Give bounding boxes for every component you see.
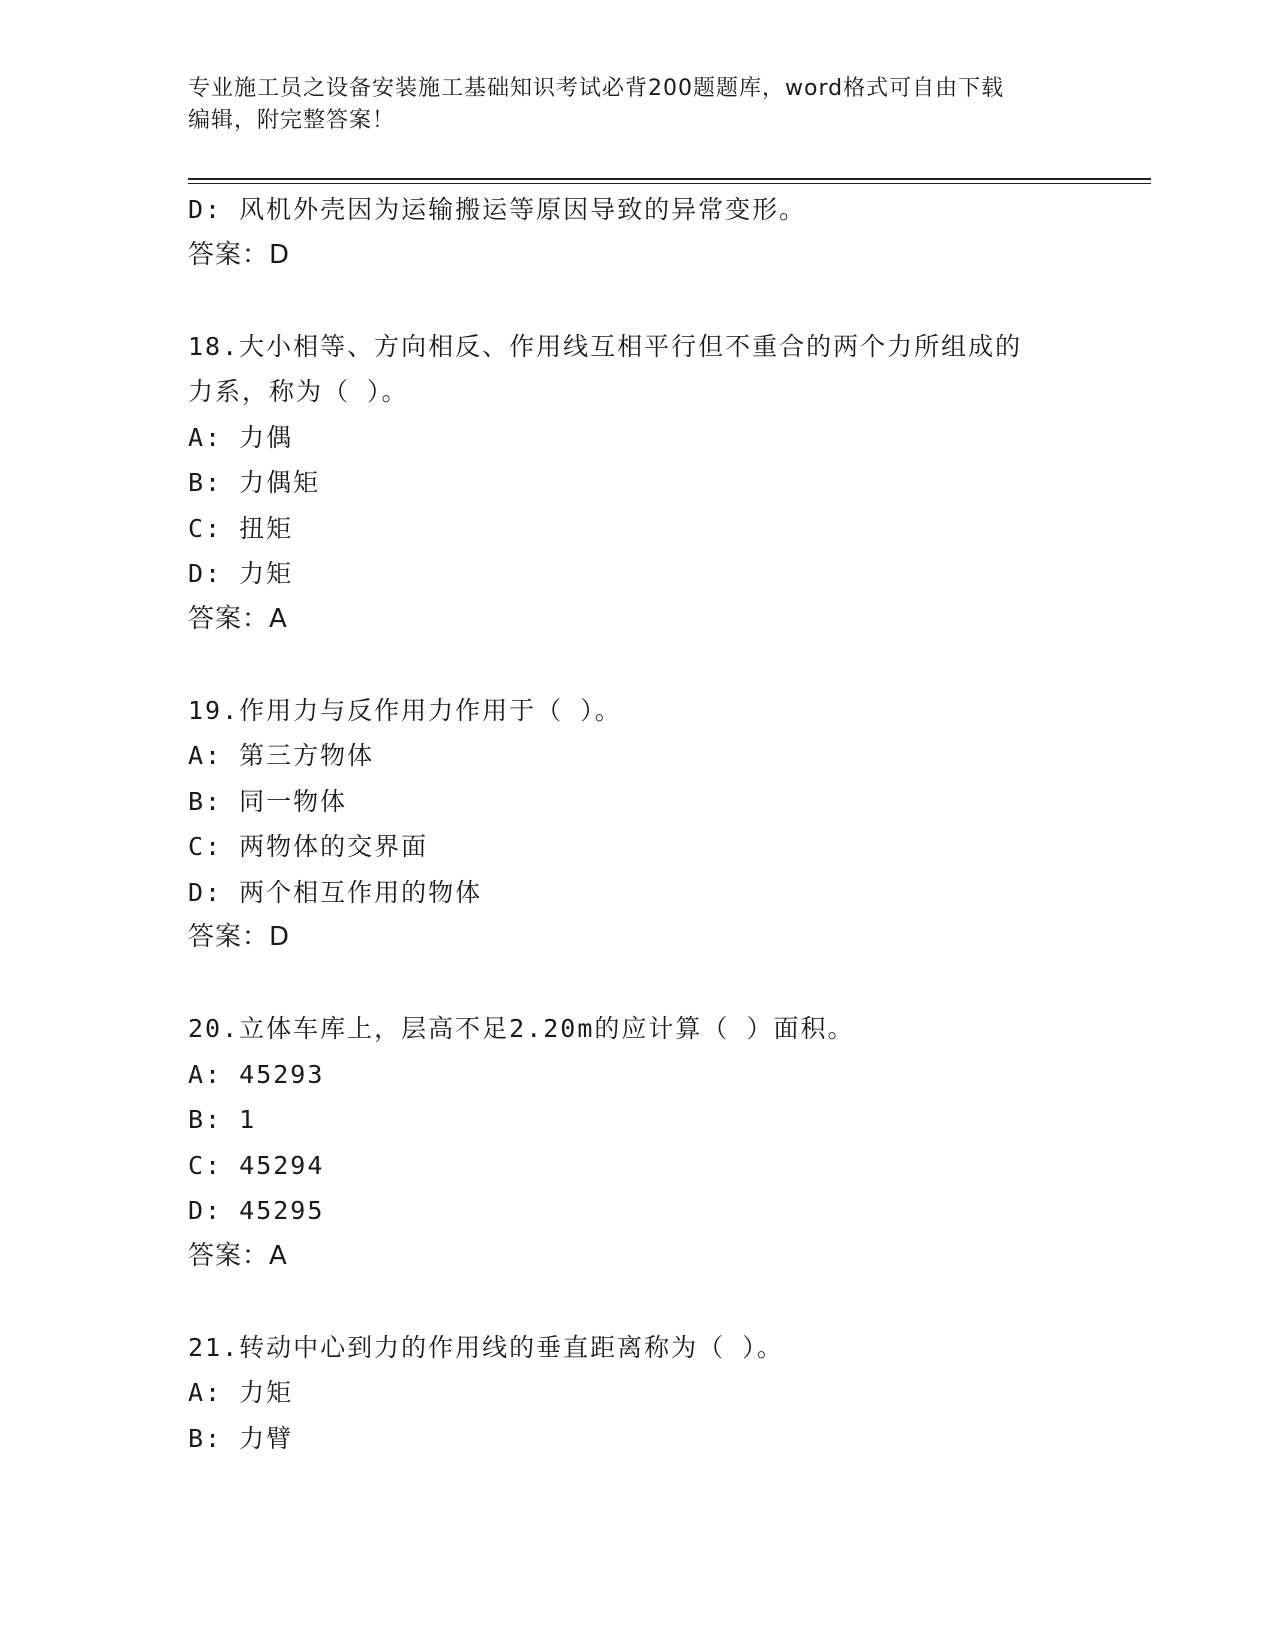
q18-answer: 答案：A	[188, 603, 288, 634]
q18-option-a: A: 力偶	[188, 422, 294, 452]
q19-option-a: A: 第三方物体	[188, 741, 375, 770]
spacer	[188, 642, 1088, 688]
q18-stem-line-2: 力系，称为（ ）。	[188, 377, 409, 406]
q18-option-b: B: 力偶矩	[188, 468, 321, 497]
q18-option-d: D: 力矩	[188, 559, 294, 588]
prev-option-d: D: 风机外壳因为运输搬运等原因导致的异常变形。	[188, 195, 807, 224]
q21-option-a: A: 力矩	[188, 1378, 294, 1407]
q20-option-a: A: 45293	[188, 1059, 325, 1089]
spacer	[188, 961, 1088, 1007]
q21-option-b: B: 力臂	[188, 1423, 294, 1453]
q19-option-b: B: 同一物体	[188, 786, 348, 816]
header-line-1: 专业施工员之设备安装施工基础知识考试必背200题题库，word格式可自由下载	[188, 76, 1005, 101]
q20-option-d: D: 45295	[188, 1196, 325, 1225]
spacer	[188, 278, 1088, 324]
spacer	[188, 1279, 1088, 1325]
q19-option-d: D: 两个相互作用的物体	[188, 877, 483, 907]
prev-answer: 答案：D	[188, 239, 291, 270]
header-divider-thick	[188, 178, 1151, 180]
q20-option-c: C: 45294	[188, 1150, 325, 1180]
q19-option-c: C: 两物体的交界面	[188, 832, 429, 861]
q20-option-b: B: 1	[188, 1105, 257, 1134]
question-list	[188, 187, 1088, 1461]
q18-option-c: C: 扭矩	[188, 513, 294, 543]
header-divider-thin	[188, 183, 1151, 184]
document-header	[188, 73, 1088, 137]
q20-answer: 答案：A	[188, 1240, 288, 1271]
header-line-2: 编辑，附完整答案！	[188, 108, 396, 133]
q18-stem-line-1: 18.大小相等、方向相反、作用线互相平行但不重合的两个力所组成的	[188, 331, 1023, 361]
q19-stem-line-1: 19.作用力与反作用力作用于（ ）。	[188, 695, 622, 725]
q20-stem-line-1: 20.立体车库上，层高不足2.20m的应计算（ ）面积。	[188, 1014, 855, 1043]
q21-stem-line-1: 21.转动中心到力的作用线的垂直距离称为（ ）。	[188, 1332, 784, 1362]
q19-answer: 答案：D	[188, 922, 291, 952]
